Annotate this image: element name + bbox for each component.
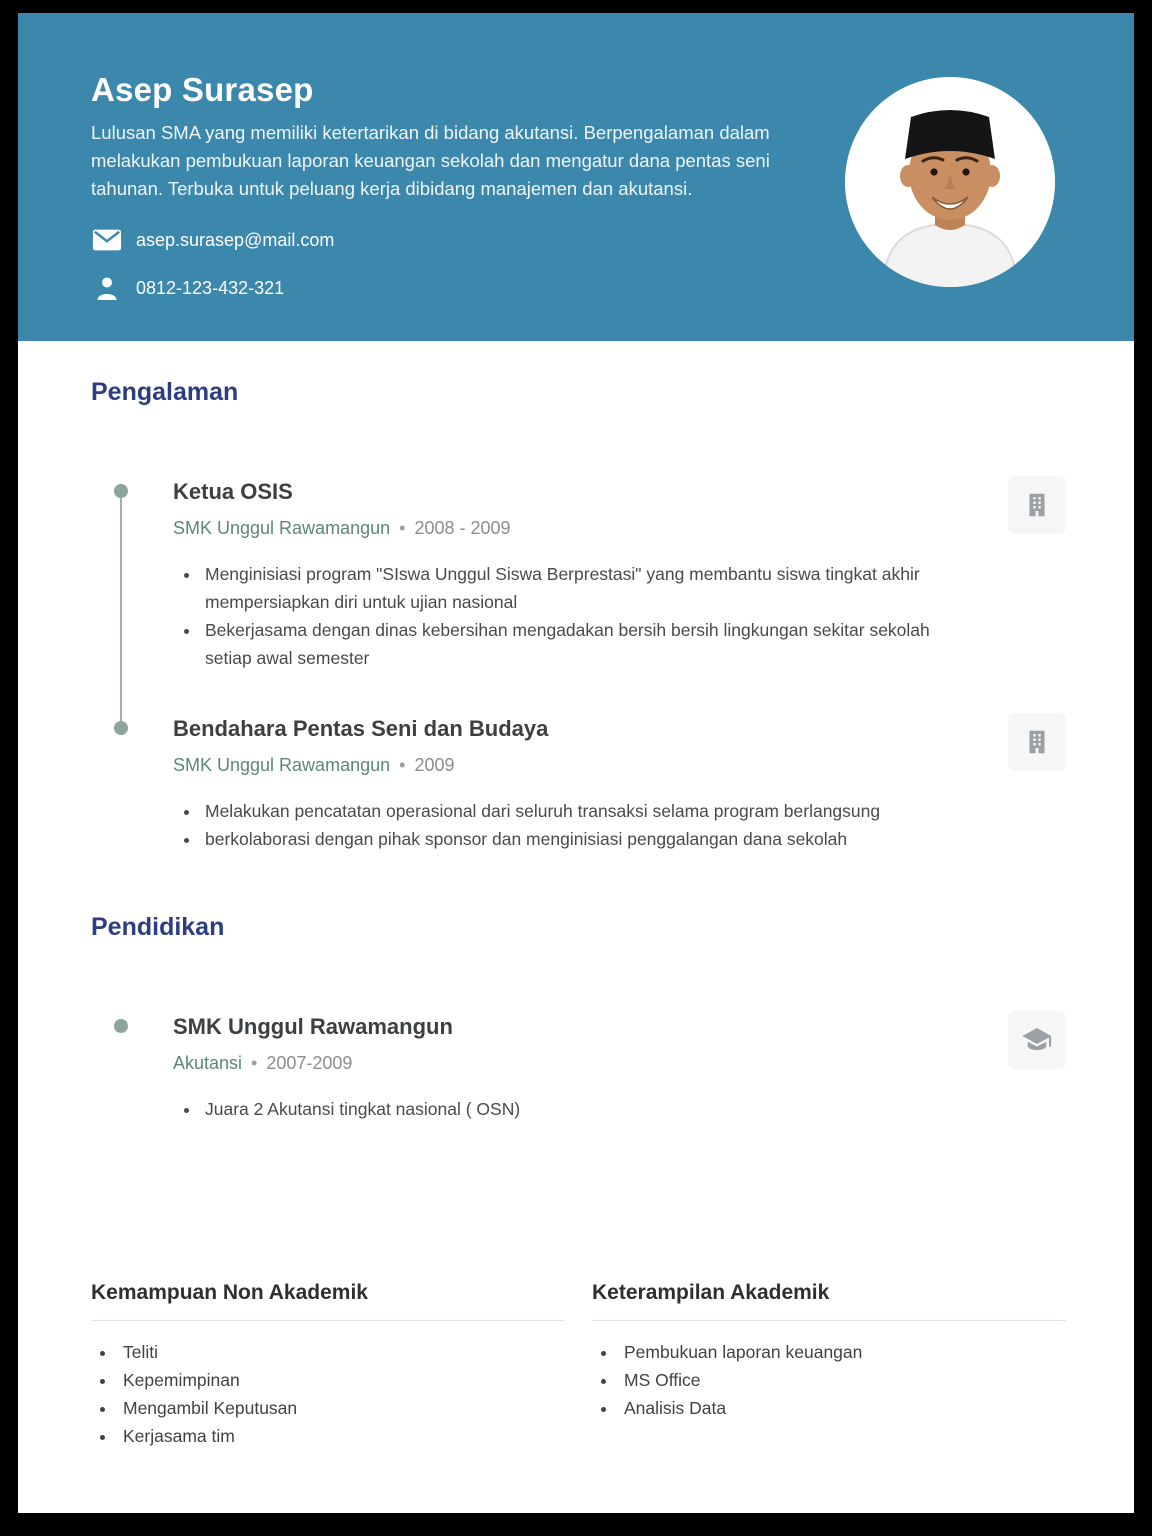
skill-item: • Analisis Data [618, 1394, 1066, 1422]
school-bullets [173, 1095, 936, 1123]
role-subtitle [173, 755, 936, 776]
dot-separator: • [399, 755, 406, 775]
education-entry [91, 1014, 1066, 1123]
education-entries [91, 1014, 1066, 1123]
education-title: Pendidikan [91, 913, 225, 941]
bullet-item: • Menginisiasi program "SIswa Unggul Siswa Berprestasi" yang membantu siswa tingkat akhir mempersiapkan diri untuk ujian nasional [201, 560, 936, 616]
experience-section [91, 378, 1066, 853]
header [18, 13, 1134, 341]
email-text: asep.surasep@mail.com [136, 229, 335, 250]
skill-item: • Pembukuan laporan keuangan [618, 1338, 1066, 1366]
skills-academic [592, 1281, 1066, 1450]
building-icon [1008, 476, 1066, 534]
role-title: Ketua OSIS [173, 479, 293, 504]
skills-non-academic [91, 1281, 565, 1450]
experience-title: Pengalaman [91, 378, 239, 406]
profile-photo [845, 77, 1055, 287]
education-section [91, 913, 1066, 1123]
skills-non-academic-title: Kemampuan Non Akademik [91, 1281, 565, 1321]
timeline-dot [114, 1019, 128, 1033]
experience-entries [91, 479, 1066, 853]
role-subtitle [173, 518, 936, 539]
envelope-icon [91, 227, 123, 253]
graduation-cap-icon [1008, 1011, 1066, 1069]
organization-name: SMK Unggul Rawamangun [173, 755, 391, 775]
person-icon [91, 275, 123, 301]
organization-name: SMK Unggul Rawamangun [173, 518, 391, 538]
period-text: 2007-2009 [266, 1053, 353, 1073]
role-bullets [173, 797, 936, 853]
phone-text: 0812-123-432-321 [136, 277, 285, 298]
skills-row [91, 1281, 1066, 1450]
role-bullets [173, 560, 936, 672]
person-name: Asep Surasep [91, 71, 314, 108]
resume-page [18, 13, 1134, 1513]
timeline-line [120, 498, 122, 731]
major-name: Akutansi [173, 1053, 243, 1073]
timeline-dot [114, 721, 128, 735]
dot-separator: • [251, 1053, 258, 1073]
skill-item: • Kepemimpinan [117, 1366, 565, 1394]
timeline-dot [114, 484, 128, 498]
skills-academic-title: Keterampilan Akademik [592, 1281, 1066, 1321]
school-subtitle [173, 1053, 936, 1074]
experience-entry [91, 716, 1066, 853]
skills-academic-list [592, 1338, 1066, 1422]
bullet-item: • Juara 2 Akutansi tingkat nasional ( OSN) [201, 1095, 936, 1123]
summary-text: Lulusan SMA yang memiliki ketertarikan di bidang akutansi. Berpengalaman dalam melakukan pembukuan laporan keuangan sekolah dan mengatur dana pentas seni tahunan. Terbuka untuk peluang kerja dibidang manajemen dan akutansi. [91, 122, 770, 199]
bullet-item: • Bekerjasama dengan dinas kebersihan mengadakan bersih bersih lingkungan sekitar sekolah setiap awal semester [201, 616, 936, 672]
period-text: 2009 [414, 755, 455, 775]
skill-item: • MS Office [618, 1366, 1066, 1394]
skill-item: • Mengambil Keputusan [117, 1394, 565, 1422]
skill-item: • Teliti [117, 1338, 565, 1366]
skill-item: • Kerjasama tim [117, 1422, 565, 1450]
building-icon [1008, 713, 1066, 771]
school-title: SMK Unggul Rawamangun [173, 1014, 453, 1039]
role-title: Bendahara Pentas Seni dan Budaya [173, 716, 549, 741]
dot-separator: • [399, 518, 406, 538]
period-text: 2008 - 2009 [414, 518, 511, 538]
bullet-item: • berkolaborasi dengan pihak sponsor dan menginisiasi penggalangan dana sekolah [201, 825, 936, 853]
skills-non-academic-list [91, 1338, 565, 1450]
experience-entry [91, 479, 1066, 672]
bullet-item: • Melakukan pencatatan operasional dari seluruh transaksi selama program berlangsung [201, 797, 936, 825]
